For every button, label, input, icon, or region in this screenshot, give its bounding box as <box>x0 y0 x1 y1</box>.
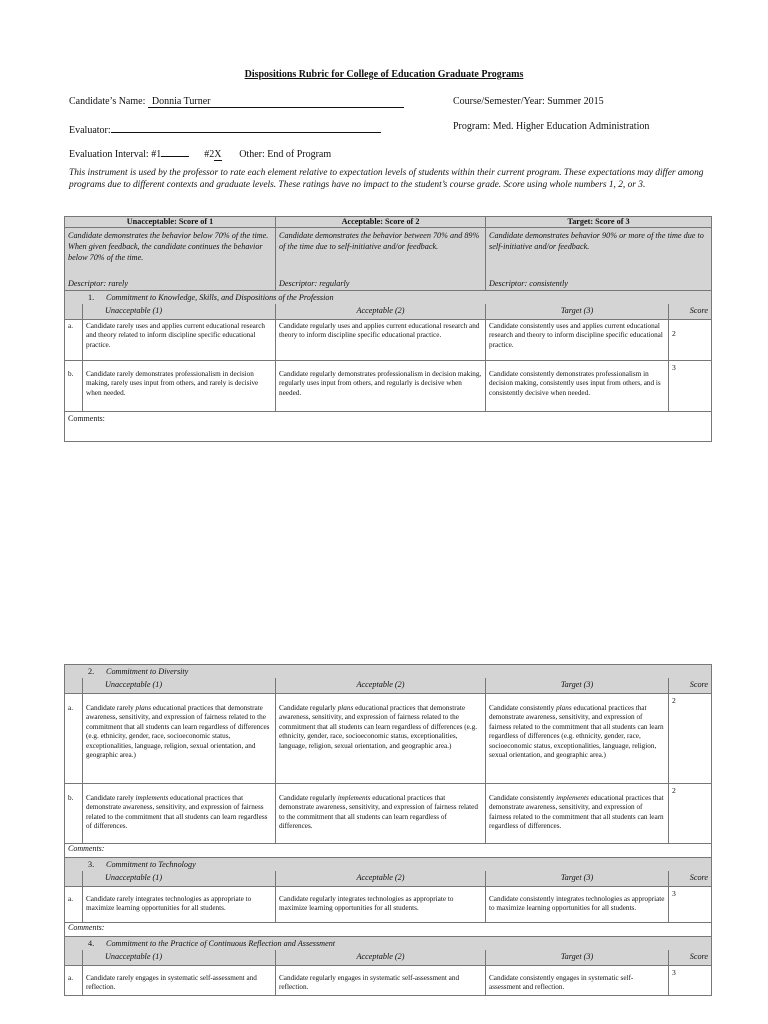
cell-unacceptable: Candidate rarely engages in systematic self-assessment and reflection. <box>83 966 276 996</box>
candidate-name-line <box>69 96 404 108</box>
evaluator-label: Evaluator: <box>69 125 111 136</box>
score-cell[interactable]: 2 <box>669 784 712 844</box>
comments-field[interactable]: Comments: <box>65 923 712 937</box>
section-title: 4. Commitment to the Practice of Continuous Reflection and Assessment <box>65 937 712 951</box>
row-label: a. <box>65 694 83 784</box>
table-row <box>65 361 712 412</box>
table-row <box>65 694 712 784</box>
column-header-row <box>65 950 712 966</box>
col-head-unacceptable: Unacceptable (1) <box>83 871 276 887</box>
cell-unacceptable: Candidate rarely uses and applies current educational research and theory related to inform discipline specific educational practice. <box>83 320 276 361</box>
col-head-acceptable: Acceptable (2) <box>276 304 486 320</box>
level-desc-acceptable: Candidate demonstrates the behavior between 70% and 89% of the time due to self-initiative and/or feedback. Descriptor: regularly <box>276 228 486 291</box>
level-head-target: Target: Score of 3 <box>486 217 712 228</box>
cell-acceptable: Candidate regularly implements educational practices that demonstrate awareness, sensitivity, and expression of fairness related to the commitment that all students can learn regardless of differences. <box>276 784 486 844</box>
interval-one-label: Evaluation Interval: #1 <box>69 149 162 160</box>
column-header-row <box>65 871 712 887</box>
cell-target: Candidate consistently demonstrates professionalism in decision making, consistently uses input from others, and is consistently decisive when needed. <box>486 361 669 412</box>
score-cell[interactable]: 2 <box>669 694 712 784</box>
candidate-name-field[interactable]: Donnia Turner <box>148 96 404 108</box>
table-row <box>65 887 712 923</box>
row-label: a. <box>65 887 83 923</box>
row-label: a. <box>65 966 83 996</box>
level-header-row <box>65 217 712 228</box>
course-label: Course/Semester/Year: <box>453 96 545 107</box>
cell-target: Candidate consistently plans educational practices that demonstrate awareness, sensitivity, and expression of fairness related to the commitment that all students can learn regardless of differences (e.g. ethnicity, gender, race, socioeconomic status, exceptionalities, language, religion, sexual orientation, and geographic area.) <box>486 694 669 784</box>
table-row <box>65 966 712 996</box>
level-desc-unacceptable: Candidate demonstrates the behavior below 70% of the time. When given feedback, the candidate continues the behavior below 70% of the time. Descriptor: rarely <box>65 228 276 291</box>
section-title-row <box>65 858 712 872</box>
level-description-row <box>65 228 712 291</box>
rubric-table-sections-2-4 <box>64 664 712 996</box>
course-line <box>453 96 604 107</box>
col-head-unacceptable: Unacceptable (1) <box>83 678 276 694</box>
col-head-acceptable: Acceptable (2) <box>276 871 486 887</box>
interval-one-field[interactable] <box>161 145 189 157</box>
row-label: b. <box>65 784 83 844</box>
cell-acceptable: Candidate regularly plans educational practices that demonstrate awareness, sensitivity, and expression of fairness related to the commitment that all students can learn regardless of differences (e.g. ethnicity, gender, race, socioeconomic status, exceptionalities, language, religion, sexual orientation, and geographic area.) <box>276 694 486 784</box>
interval-two-field[interactable]: X <box>214 149 222 160</box>
section-title: 2. Commitment to Diversity <box>65 665 712 679</box>
col-head-target: Target (3) <box>486 950 669 966</box>
col-head-acceptable: Acceptable (2) <box>276 678 486 694</box>
cell-acceptable: Candidate regularly engages in systematic self-assessment and reflection. <box>276 966 486 996</box>
program-value: Med. Higher Education Administration <box>492 121 650 132</box>
score-cell[interactable]: 3 <box>669 887 712 923</box>
section-title: 1. Commitment to Knowledge, Skills, and Dispositions of the Profession <box>65 291 712 305</box>
level-head-acceptable: Acceptable: Score of 2 <box>276 217 486 228</box>
comments-row <box>65 923 712 937</box>
score-cell[interactable]: 3 <box>669 966 712 996</box>
score-cell[interactable]: 3 <box>669 361 712 412</box>
cell-acceptable: Candidate regularly integrates technologies as appropriate to maximize learning opportunities for all students. <box>276 887 486 923</box>
course-value: Summer 2015 <box>547 96 604 107</box>
candidate-name-label: Candidate’s Name: <box>69 96 146 107</box>
descriptor-regularly: Descriptor: regularly <box>279 279 350 288</box>
cell-acceptable: Candidate regularly demonstrates professionalism in decision making, regularly uses input from others, and regularly is decisive when needed. <box>276 361 486 412</box>
interval-other-label: Other: End of Program <box>239 149 332 160</box>
cell-unacceptable: Candidate rarely implements educational practices that demonstrate awareness, sensitivity, and expression of fairness related to the commitment that all students can learn regardless of differences. <box>83 784 276 844</box>
col-head-score: Score <box>669 304 712 320</box>
program-line <box>453 121 649 132</box>
cell-target: Candidate consistently integrates technologies as appropriate to maximize learning opportunities for all students. <box>486 887 669 923</box>
section-title-row <box>65 291 712 305</box>
table-row <box>65 784 712 844</box>
table-row <box>65 320 712 361</box>
comments-field[interactable]: Comments: <box>65 412 712 442</box>
section-title: 3. Commitment to Technology <box>65 858 712 872</box>
level-head-unacceptable: Unacceptable: Score of 1 <box>65 217 276 228</box>
column-header-row <box>65 678 712 694</box>
descriptor-consistently: Descriptor: consistently <box>489 279 568 288</box>
col-head-unacceptable: Unacceptable (1) <box>83 304 276 320</box>
comments-row <box>65 412 712 442</box>
column-header-row <box>65 304 712 320</box>
rubric-table-section-1 <box>64 216 712 442</box>
comments-field[interactable]: Comments: <box>65 844 712 858</box>
section-title-row <box>65 937 712 951</box>
cell-target: Candidate consistently implements educational practices that demonstrate awareness, sensitivity, and expression of fairness related to the commitment that all students can learn regardless of differences. <box>486 784 669 844</box>
evaluator-line <box>69 121 381 136</box>
cell-unacceptable: Candidate rarely demonstrates professionalism in decision making, rarely uses input from others, and rarely is decisive when needed. <box>83 361 276 412</box>
col-head-score: Score <box>669 871 712 887</box>
cell-unacceptable: Candidate rarely plans educational practices that demonstrate awareness, sensitivity, and expression of fairness related to the commitment that all students can learn regardless of differences (e.g. ethnicity, gender, race, socioeconomic status, exceptionalities, language, religion, sexual orientation, and geographic area.) <box>83 694 276 784</box>
program-label: Program: <box>453 121 491 132</box>
section-title-row <box>65 665 712 679</box>
col-head-target: Target (3) <box>486 678 669 694</box>
cell-acceptable: Candidate regularly uses and applies current educational research and theory to inform discipline specific educational practice. <box>276 320 486 361</box>
cell-unacceptable: Candidate rarely integrates technologies as appropriate to maximize learning opportunities for all students. <box>83 887 276 923</box>
row-label: a. <box>65 320 83 361</box>
cell-target: Candidate consistently uses and applies current educational research and theory to inform discipline specific educational practice. <box>486 320 669 361</box>
cell-target: Candidate consistently engages in systematic self-assessment and reflection. <box>486 966 669 996</box>
evaluation-interval-line <box>69 145 331 161</box>
descriptor-rarely: Descriptor: rarely <box>68 279 128 288</box>
score-cell[interactable]: 2 <box>669 320 712 361</box>
col-head-unacceptable: Unacceptable (1) <box>83 950 276 966</box>
col-head-score: Score <box>669 678 712 694</box>
col-head-target: Target (3) <box>486 871 669 887</box>
comments-row <box>65 844 712 858</box>
col-head-acceptable: Acceptable (2) <box>276 950 486 966</box>
col-head-target: Target (3) <box>486 304 669 320</box>
instructions-paragraph: This instrument is used by the professor to rate each element relative to expectation levels of students within their current program. These expectations may differ among programs due to different contexts and graduate levels. These ratings have no impact to the student’s course grade. Score using whole numbers 1, 2, or 3. <box>69 168 704 190</box>
level-desc-target: Candidate demonstrates behavior 90% or more of the time due to self-initiative and/or feedback. Descriptor: consistently <box>486 228 712 291</box>
evaluator-field[interactable] <box>111 121 381 133</box>
document-title: Dispositions Rubric for College of Education Graduate Programs <box>244 69 524 80</box>
interval-two-label: #2 <box>204 149 215 160</box>
row-label: b. <box>65 361 83 412</box>
col-head-score: Score <box>669 950 712 966</box>
